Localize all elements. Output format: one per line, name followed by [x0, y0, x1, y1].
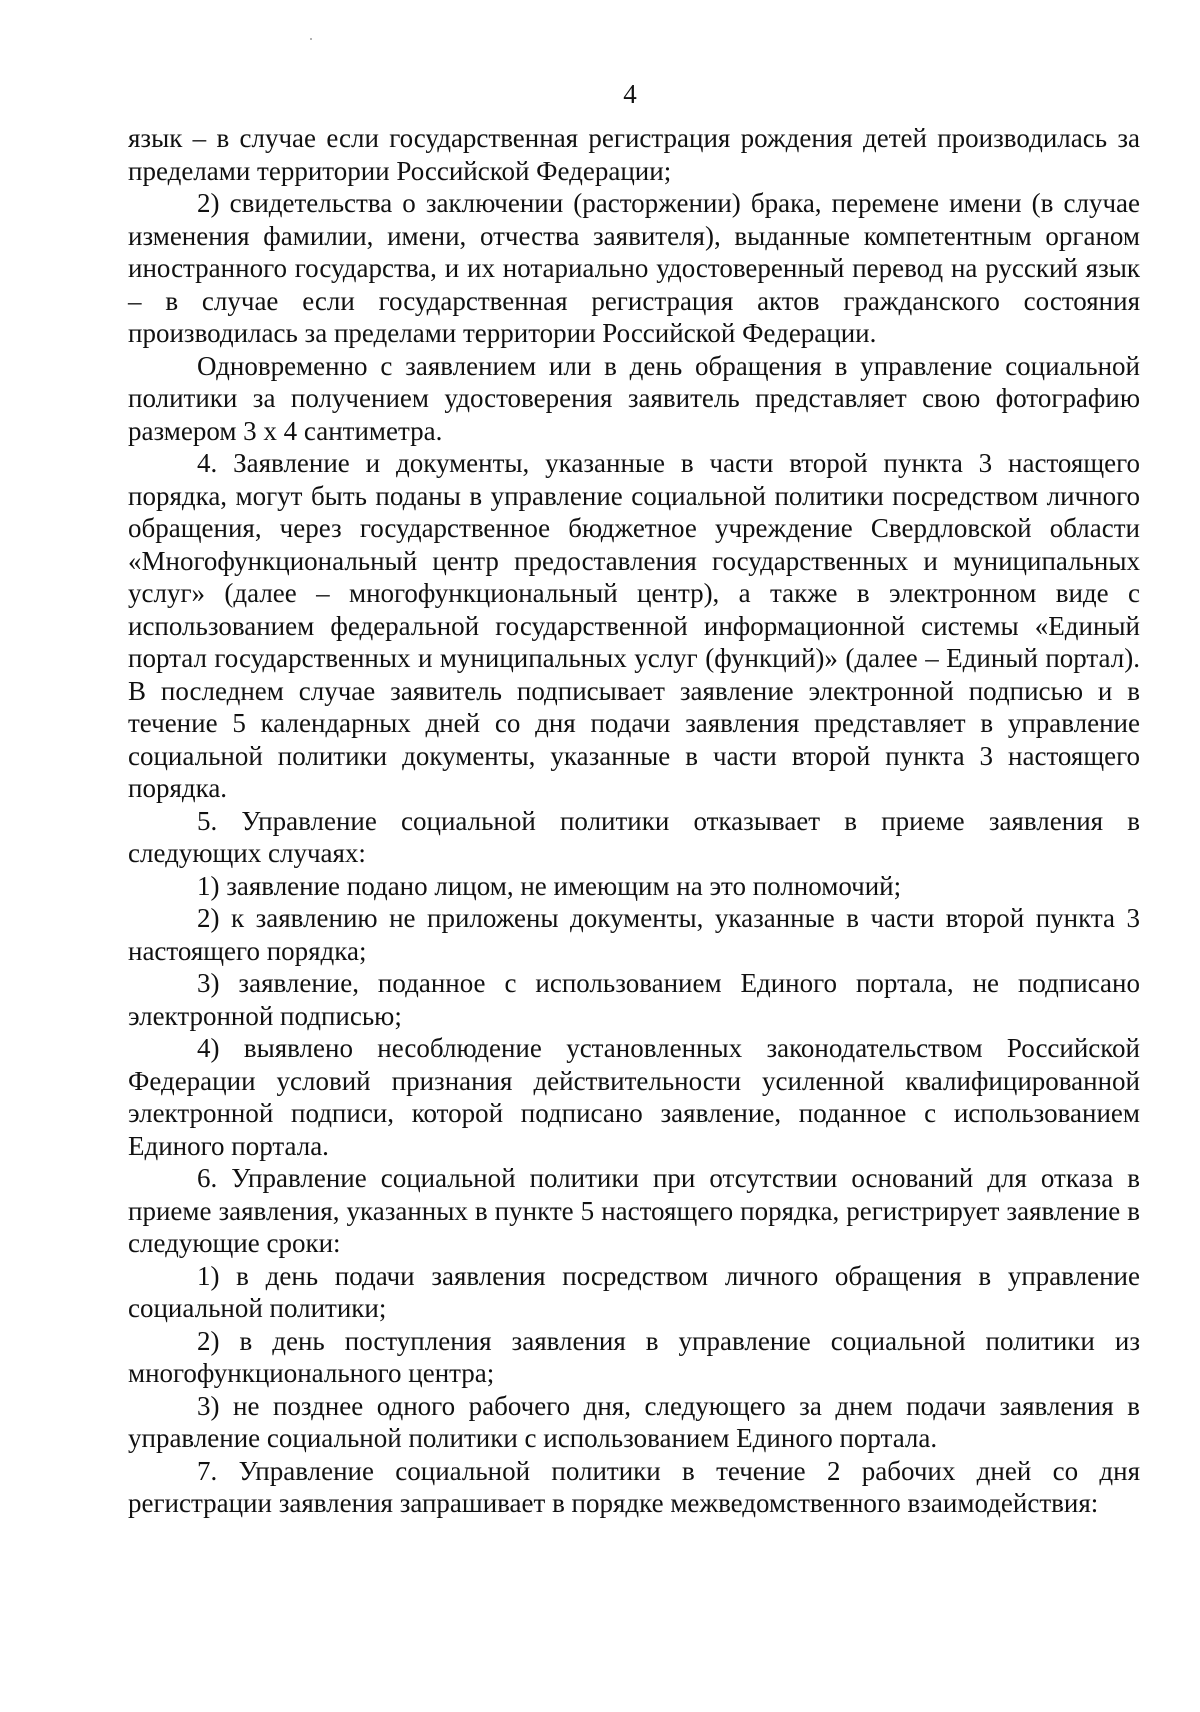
paragraph-photo-requirement: Одновременно с заявлением или в день обращения в управление социальной политики за получением удостоверения заявитель представляет свою фотографию размером 3 х 4 сантиметра. [128, 350, 1140, 446]
paragraph-section-5: 5. Управление социальной политики отказывает в приеме заявления в следующих случаях: [128, 805, 1140, 868]
paragraph-section-5-item-3: 3) заявление, поданное с использованием Единого портала, не подписано электронной подписью; [128, 968, 1140, 1031]
page-number: 4 [623, 79, 637, 109]
paragraph-section-5-item-4: 4) выявлено несоблюдение установленных законодательством Российской Федерации условий признания действительности усиленной квалифицированной электронной подписи, которой подписано заявление, поданное с использованием Единого портала. [128, 1033, 1140, 1161]
document-body [128, 122, 1140, 1520]
paragraph-section-7: 7. Управление социальной политики в течение 2 рабочих дней со дня регистрации заявления запрашивает в порядке межведомственного взаимодействия: [128, 1455, 1140, 1518]
scan-artifact-dot [310, 38, 312, 40]
paragraph-section-6-item-2: 2) в день поступления заявления в управление социальной политики из многофункционального центра; [128, 1325, 1140, 1388]
paragraph-section-5-item-2: 2) к заявлению не приложены документы, указанные в части второй пункта 3 настоящего порядка; [128, 903, 1140, 966]
paragraph-section-6-item-1: 1) в день подачи заявления посредством личного обращения в управление социальной политики; [128, 1260, 1140, 1323]
paragraph-section-6-item-3: 3) не позднее одного рабочего дня, следующего за днем подачи заявления в управление социальной политики с использованием Единого портала. [128, 1390, 1140, 1453]
paragraph-item-2-marriage-certificate: 2) свидетельства о заключении (расторжении) брака, перемене имени (в случае изменения фамилии, имени, отчества заявителя), выданные компетентным органом иностранного государства, и их нотариально удостоверенный перевод на русский язык – в случае если государственная регистрация актов гражданского состояния производилась за пределами территории Российской Федерации. [128, 188, 1140, 348]
paragraph-section-6: 6. Управление социальной политики при отсутствии оснований для отказа в приеме заявления, указанных в пункте 5 настоящего порядка, регистрирует заявление в следующие сроки: [128, 1163, 1140, 1258]
paragraph-section-5-item-1: 1) заявление подано лицом, не имеющим на это полномочий; [197, 870, 902, 901]
paragraph-continuation: язык – в случае если государственная регистрация рождения детей производилась за пределами территории Российской Федерации; [128, 123, 1140, 186]
paragraph-section-4: 4. Заявление и документы, указанные в части второй пункта 3 настоящего порядка, могут быть поданы в управление социальной политики посредством личного обращения, через государственное бюджетное учреждение Свердловской области «Многофункциональный центр предоставления государственных и муниципальных услуг» (далее – многофункциональный центр), а также в электронном виде с использованием федеральной государственной информационной системы «Единый портал государственных и муниципальных услуг (функций)» (далее – Единый портал). В последнем случае заявитель подписывает заявление электронной подписью и в течение 5 календарных дней со дня подачи заявления представляет в управление социальной политики документы, указанные в части второй пункта 3 настоящего порядка. [128, 448, 1140, 803]
